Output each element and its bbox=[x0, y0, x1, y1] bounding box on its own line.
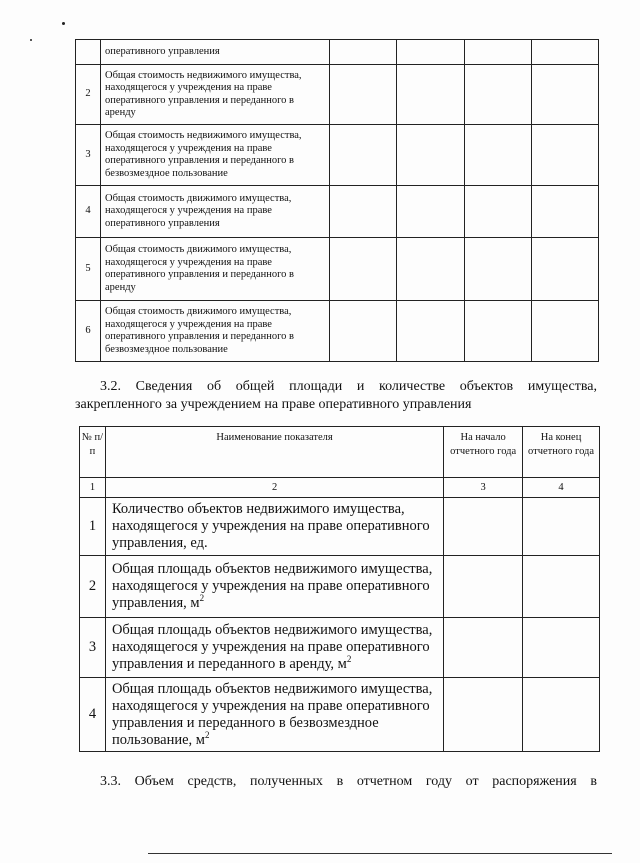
row-label: оперативного управления bbox=[101, 40, 330, 65]
table-row bbox=[80, 678, 600, 752]
column-index: 4 bbox=[523, 478, 600, 498]
property-value-table bbox=[75, 39, 599, 362]
row-label: Количество объектов недвижимого имущества, находящегося у учреждения на праве оперативного управления, ед. bbox=[105, 498, 443, 556]
row-number: 6 bbox=[76, 301, 101, 362]
table-row bbox=[76, 301, 599, 362]
table-row bbox=[80, 618, 600, 678]
row-number bbox=[76, 40, 101, 65]
row-label: Общая площадь объектов недвижимого имущества, находящегося у учреждения на праве оперативного управления, $м^2$ bbox=[105, 556, 443, 618]
table-header-row bbox=[80, 427, 600, 478]
row-label: Общая стоимость движимого имущества, находящегося у учреждения на праве оперативного управления и переданного в безвозмездное пользование bbox=[101, 301, 330, 362]
header-name: Наименование показателя bbox=[105, 427, 443, 478]
row-label: Общая стоимость недвижимого имущества, находящегося у учреждения на праве оперативного управления и переданного в безвозмездное пользование bbox=[101, 125, 330, 186]
column-index-row bbox=[80, 478, 600, 498]
page-bottom-rule bbox=[148, 853, 612, 854]
section-3-3-line1: 3.3. Объем средств, полученных в отчетном году от распоряжения в bbox=[100, 774, 597, 789]
row-number: 5 bbox=[76, 238, 101, 301]
row-number: 4 bbox=[76, 186, 101, 238]
table-row bbox=[76, 40, 599, 65]
row-number: 4 bbox=[80, 678, 106, 752]
table-row bbox=[76, 65, 599, 125]
unit-superscript: 2 bbox=[204, 729, 210, 740]
column-index: 2 bbox=[105, 478, 443, 498]
row-label: Общая стоимость недвижимого имущества, находящегося у учреждения на праве оперативного управления и переданного в аренду bbox=[101, 65, 330, 125]
table-row bbox=[76, 125, 599, 186]
unit-superscript: 2 bbox=[199, 593, 205, 604]
header-num: № п/п bbox=[80, 427, 106, 478]
row-number: 3 bbox=[80, 618, 106, 678]
row-label: Общая стоимость движимого имущества, находящегося у учреждения на праве оперативного управления bbox=[101, 186, 330, 238]
row-number: 2 bbox=[76, 65, 101, 125]
table-row bbox=[76, 186, 599, 238]
section-3-2-line1: 3.2. Сведения об общей площади и количестве объектов имущества, bbox=[100, 379, 597, 394]
scan-speck bbox=[30, 39, 32, 41]
area-count-table bbox=[79, 426, 600, 752]
table-row bbox=[80, 556, 600, 618]
column-index: 3 bbox=[444, 478, 523, 498]
row-number: 2 bbox=[80, 556, 106, 618]
scan-speck bbox=[62, 22, 65, 25]
row-number: 3 bbox=[76, 125, 101, 186]
header-start: На начало отчетного года bbox=[444, 427, 523, 478]
table-row bbox=[76, 238, 599, 301]
header-end: На конец отчетного года bbox=[523, 427, 600, 478]
table-row bbox=[80, 498, 600, 556]
unit-superscript: 2 bbox=[346, 654, 352, 665]
section-3-2-line2: закрепленного за учреждением на праве оперативного управления bbox=[75, 397, 472, 412]
column-index: 1 bbox=[80, 478, 106, 498]
row-label: Общая площадь объектов недвижимого имущества, находящегося у учреждения на праве оперативного управления и переданного в аренду, $м^2$ bbox=[105, 618, 443, 678]
row-label: Общая стоимость движимого имущества, находящегося у учреждения на праве оперативного управления и переданного в аренду bbox=[101, 238, 330, 301]
row-label: Общая площадь объектов недвижимого имущества, находящегося у учреждения на праве оперативного управления и переданного в безвозмездное пользование, $м^2$ bbox=[105, 678, 443, 752]
row-number: 1 bbox=[80, 498, 106, 556]
